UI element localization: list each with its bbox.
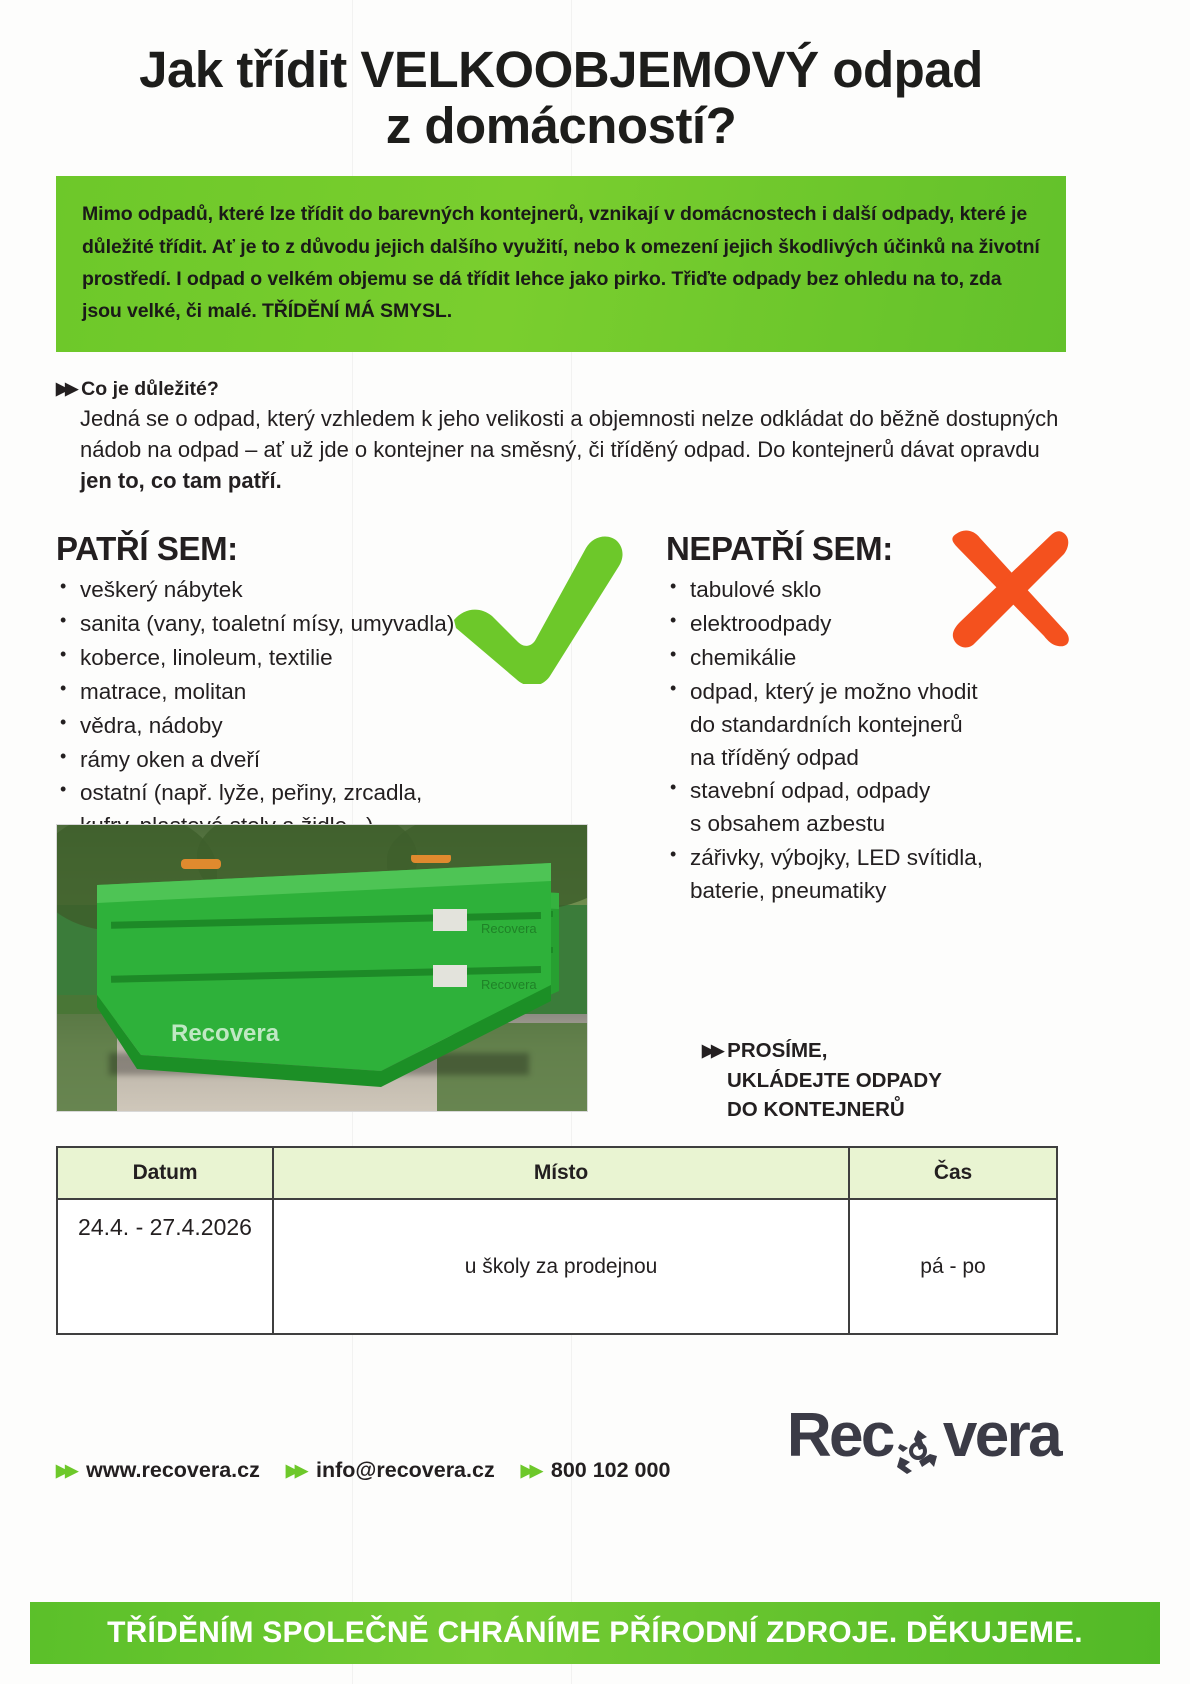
recovera-logo	[787, 1400, 1060, 1471]
cell-date: 24.4. - 27.4.2026	[57, 1199, 273, 1334]
column-header-time: Čas	[849, 1147, 1057, 1199]
contact-website[interactable]	[56, 1458, 260, 1483]
belongs-item-label: sanita (vany, toaletní mísy, umyvadla)	[80, 611, 455, 637]
column-header-place: Místo	[273, 1147, 849, 1199]
please-line-3: DO KONTEJNERŮ	[727, 1098, 905, 1122]
photo-brand-text: Recovera	[171, 1020, 280, 1047]
not-belongs-title: NEPATŘÍ SEM:	[666, 530, 893, 568]
contact-website-label: www.recovera.cz	[86, 1458, 260, 1482]
checkmark-icon	[446, 534, 626, 684]
page-title	[56, 0, 1066, 154]
title-line-2: z domácností?	[385, 97, 737, 155]
contact-phone[interactable]	[521, 1458, 671, 1483]
cell-time: pá - po	[849, 1199, 1057, 1334]
important-heading-label: Co je důležité?	[81, 377, 219, 400]
contact-email[interactable]	[286, 1458, 495, 1483]
svg-text:Recovera: Recovera	[481, 977, 537, 992]
not-belongs-item-label: elektroodpady	[690, 611, 832, 637]
not-belongs-item-label-cont: s obsahem azbestu	[690, 811, 886, 837]
please-line-1-label: PROSÍME,	[727, 1039, 828, 1062]
logo-text-part1: Rec	[786, 1401, 893, 1470]
important-body-emphasis: jen to, co tam patří.	[80, 468, 282, 494]
not-belongs-item-label-cont: baterie, pneumatiky	[690, 877, 887, 903]
cell-place: u školy za prodejnou	[273, 1199, 849, 1334]
list-item	[666, 842, 1066, 908]
photo-canvas	[57, 825, 587, 1111]
photo-skip-container-front	[81, 855, 561, 1095]
not-belongs-item-label: odpad, který je možno vhodit	[690, 678, 978, 704]
table-header-row	[57, 1147, 1057, 1199]
belongs-item-label: ostatní (např. lyže, peřiny, zrcadla,	[80, 780, 423, 806]
contact-email-label: info@recovera.cz	[316, 1458, 495, 1482]
poster-content	[56, 0, 1066, 1482]
important-body-text: Jedná se o odpad, který vzhledem k jeho velikosti a objemnosti nelze odkládat do běžně dostupných nádob na odpad – ať už jde o kontejner na směsný, či tříděný odpad. Do kontejnerů dávat opravdu	[80, 405, 1059, 462]
bottom-banner-text: TŘÍDĚNÍM SPOLEČNĚ CHRÁNÍME PŘÍRODNÍ ZDROJE. DĚKUJEME.	[107, 1616, 1083, 1649]
bottom-banner	[30, 1602, 1160, 1664]
title-line-1: Jak třídit VELKOOBJEMOVÝ odpad	[139, 41, 983, 98]
not-belongs-item-label: chemikálie	[690, 645, 797, 671]
table-row	[57, 1199, 1057, 1334]
belongs-title: PATŘÍ SEM:	[56, 530, 238, 568]
schedule-table	[56, 1146, 1058, 1335]
double-chevron-right-icon: ▶▶	[56, 378, 75, 398]
list-item	[666, 775, 1066, 841]
important-section	[56, 378, 1066, 497]
double-chevron-right-icon: ▶▶	[285, 1460, 304, 1480]
list-item	[56, 744, 666, 777]
belongs-item-label: rámy oken a dveří	[80, 746, 261, 772]
please-instruction	[702, 1036, 1082, 1125]
not-belongs-column	[666, 530, 1066, 908]
cross-icon	[944, 528, 1074, 648]
list-item	[666, 676, 1066, 775]
double-chevron-right-icon: ▶▶	[520, 1460, 539, 1480]
belongs-item-label: veškerý nábytek	[80, 577, 243, 603]
not-belongs-item-label-cont: na tříděný odpad	[690, 744, 859, 770]
important-body	[56, 403, 1066, 497]
not-belongs-item-label: zářivky, výbojky, LED svítidla,	[690, 845, 983, 871]
not-belongs-item-label: stavební odpad, odpady	[690, 778, 931, 804]
please-lines	[702, 1036, 1082, 1125]
double-chevron-right-icon: ▶▶	[56, 1460, 75, 1480]
logo-text-part2: vera	[942, 1401, 1060, 1470]
please-line-1	[702, 1036, 1082, 1066]
list-item	[56, 710, 666, 743]
container-photo	[56, 824, 588, 1112]
please-line-2: UKLÁDEJTE ODPADY	[727, 1068, 942, 1092]
footer-contacts	[56, 1458, 670, 1483]
important-heading	[56, 378, 1066, 401]
intro-text: Mimo odpadů, které lze třídit do barevných kontejnerů, vznikají v domácnostech i další odpady, které je důležité třídit. Ať je to z důvodu jejich dalšího využití, nebo k omezení jejich škodlivých účinků na životní prostředí. I odpad o velkém objemu se dá třídit lehce jako pirko. Třiďte odpady bez ohledu na to, zda jsou velké, či malé. TŘÍDĚNÍ MÁ SMYSL.	[82, 203, 1040, 323]
double-chevron-right-icon: ▶▶	[702, 1041, 721, 1060]
not-belongs-item-label: tabulové sklo	[690, 577, 822, 603]
svg-text:Recovera: Recovera	[481, 921, 537, 936]
column-header-date: Datum	[57, 1147, 273, 1199]
recycle-icon	[894, 1418, 942, 1466]
belongs-item-label: koberce, linoleum, textilie	[80, 645, 333, 671]
contact-phone-label: 800 102 000	[550, 1458, 671, 1482]
belongs-item-label: matrace, molitan	[80, 678, 247, 704]
intro-callout-box	[56, 176, 1066, 351]
belongs-item-label: vědra, nádoby	[80, 712, 223, 738]
not-belongs-item-label-cont: do standardních kontejnerů	[690, 711, 963, 737]
